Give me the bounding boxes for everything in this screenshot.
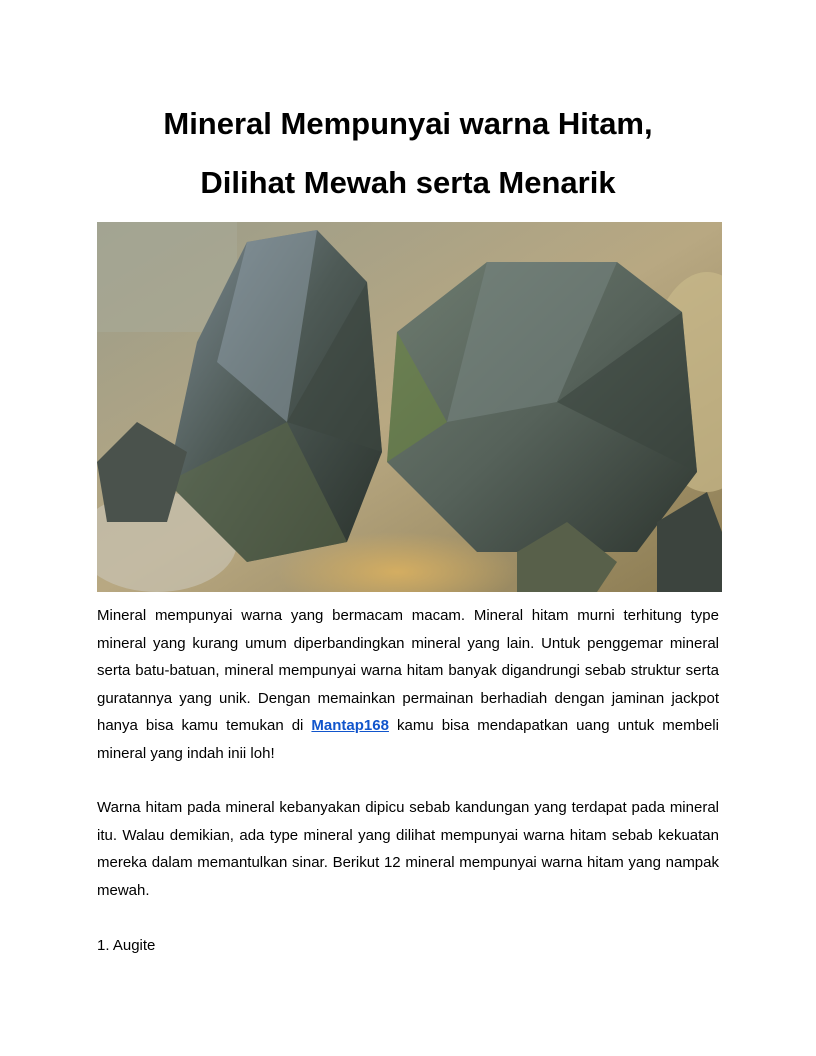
page-title [96,94,720,212]
intro-text-after-link: kamu bisa mendapatkan uang untuk membeli mineral yang indah inii loh! [97,717,719,762]
title-line-1: Mineral Mempunyai warna Hitam, [163,106,653,141]
mineral-crystals-image [97,222,722,592]
intro-paragraph [97,602,719,768]
title-line-2: Dilihat Mewah serta Menarik [200,165,616,200]
list-item-augite: 1. Augite [97,937,156,954]
mantap168-link[interactable]: Mantap168 [311,717,389,735]
second-paragraph: Warna hitam pada mineral kebanyakan dipicu sebab kandungan yang terdapat pada mineral itu. Walau demikian, ada type mineral yang dilihat mempunyai warna hitam sebab kekuatan mereka dalam memantulkan sinar. Berikut 12 mineral mempunyai warna hitam yang nampak mewah. [97,799,719,899]
intro-text-before-link: Mineral mempunyai warna yang bermacam macam. Mineral hitam murni terhitung type mineral yang kurang umum diperbandingkan mineral yang lain. Untuk penggemar mineral serta batu-batuan, mineral mempunyai warna hitam banyak digandrungi sebab struktur serta guratannya yang unik. Dengan memainkan permainan berhadiah dengan jaminan jackpot hanya bisa kamu temukan di [97,607,719,735]
